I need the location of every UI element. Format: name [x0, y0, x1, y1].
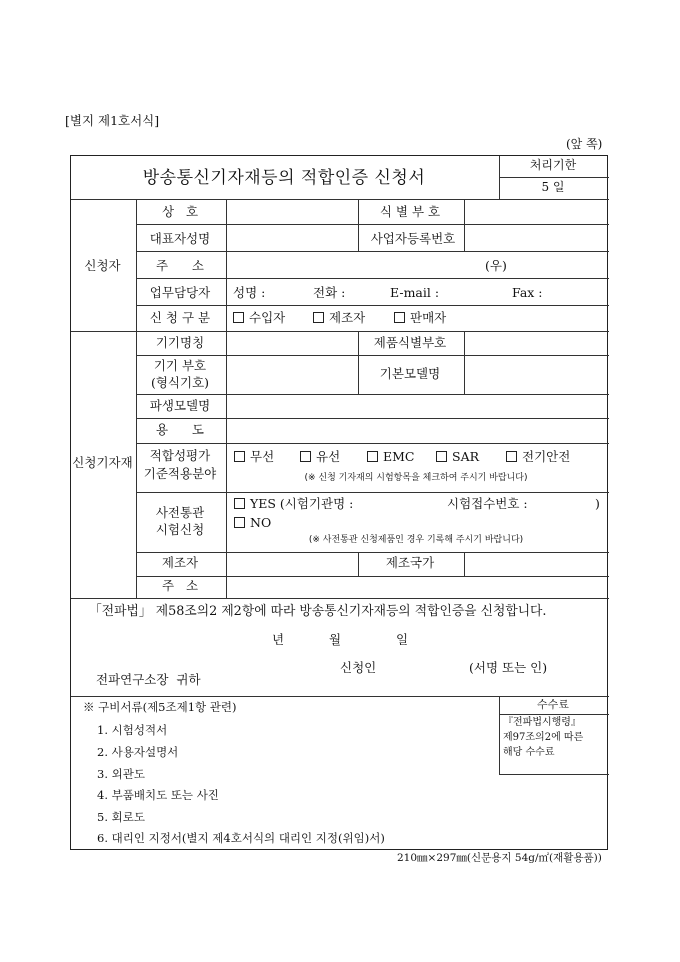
fee-line3: 해당 수수료 — [503, 747, 555, 758]
equipment-section-label: 신청기자재 — [72, 455, 133, 470]
trade-name-label: 상 호 — [161, 204, 199, 219]
checkbox-icon — [300, 451, 311, 462]
processing-value: 5 일 — [541, 180, 565, 194]
contact-name-label: 성명 : — [233, 285, 266, 300]
fee-line1: 『전파법시행령』 — [503, 717, 581, 728]
document-item: 5. 회로도 — [97, 810, 145, 824]
business-reg-field[interactable] — [465, 226, 605, 250]
document-item: 3. 외관도 — [97, 767, 145, 781]
basic-model-label: 기본모델명 — [379, 366, 441, 381]
pretest-option-yes[interactable]: YES (시험기관명 : — [234, 496, 353, 511]
date-day-label: 일 — [396, 632, 409, 647]
contact-email-label: E-mail : — [390, 285, 440, 300]
checkbox-icon — [233, 312, 244, 323]
postal-code-label: (우) — [485, 258, 507, 273]
type-option-seller[interactable]: 판매자 — [394, 310, 446, 325]
type-option-importer[interactable]: 수입자 — [233, 310, 285, 325]
model-no-label: 기기 부호 — [153, 358, 207, 373]
representative-field[interactable] — [228, 226, 354, 250]
checkbox-icon — [234, 498, 245, 509]
id-number-label: 식 별 부 호 — [379, 204, 441, 219]
pretest-label-line2: 시험신청 — [155, 522, 205, 537]
manufacturer-field[interactable] — [228, 552, 354, 574]
derived-model-field[interactable] — [228, 395, 604, 417]
mfr-address-field[interactable] — [228, 576, 604, 596]
signer-label: 신청인 — [340, 660, 377, 675]
checkbox-icon — [394, 312, 405, 323]
fee-label: 수수료 — [537, 698, 569, 711]
documents-header: ※ 구비서류(제5조제1항 관련) — [83, 700, 237, 714]
declaration-text: 「전파법」 제58조의2 제2항에 따라 방송통신기자재등의 적합인증을 신청합니다. — [89, 604, 547, 619]
form-title: 방송통신기자재등의 적합인증 신청서 — [142, 168, 426, 188]
checkbox-icon — [313, 312, 324, 323]
paper-spec-note: 210㎜×297㎜(신문용지 54g/㎡(재활용품)) — [397, 852, 602, 864]
checkbox-icon — [506, 451, 517, 462]
document-item: 2. 사용자설명서 — [97, 745, 179, 759]
document-item: 4. 부품배치도 또는 사진 — [97, 788, 219, 802]
pretest-label-line1: 사전통관 — [155, 505, 205, 520]
address-label: 주 소 — [156, 258, 204, 273]
contact-phone-label: 전화 : — [313, 285, 346, 300]
close-paren: ) — [595, 496, 600, 511]
fee-line2: 제97조의2에 따른 — [503, 732, 584, 743]
processing-label: 처리기한 — [529, 158, 577, 172]
derived-model-label: 파생모델명 — [149, 398, 211, 413]
pretest-option-no[interactable]: NO — [234, 515, 271, 530]
checkbox-icon — [234, 517, 245, 528]
type-option-manufacturer[interactable]: 제조자 — [313, 310, 365, 325]
applicant-section-label: 신청자 — [84, 258, 121, 273]
signature-field[interactable] — [385, 656, 465, 678]
standards-label-line1: 적합성평가 — [149, 448, 211, 463]
standard-option-wireless[interactable]: 무선 — [234, 449, 274, 464]
contact-fax-label: Fax : — [512, 285, 543, 300]
pretest-note: (※ 사전통관 신청제품인 경우 기록해 주시기 바랍니다) — [308, 535, 524, 545]
basic-model-field[interactable] — [465, 356, 605, 392]
country-field[interactable] — [465, 552, 605, 574]
recipient-label: 전파연구소장 귀하 — [96, 672, 201, 687]
date-year-label: 년 — [272, 632, 285, 647]
usage-field[interactable] — [228, 419, 604, 441]
checkbox-icon — [234, 451, 245, 462]
business-reg-label: 사업자등록번호 — [370, 231, 456, 246]
id-number-field[interactable] — [465, 200, 605, 224]
address-field[interactable] — [228, 253, 478, 277]
usage-label: 용 도 — [156, 422, 204, 437]
device-name-field[interactable] — [228, 332, 354, 354]
standard-option-emc[interactable]: EMC — [367, 449, 415, 464]
product-id-field[interactable] — [465, 332, 605, 354]
standards-label-line2: 기준적용분야 — [143, 466, 217, 481]
receipt-no-label: 시험접수번호 : — [447, 496, 528, 511]
date-month-label: 월 — [329, 632, 342, 647]
product-id-label: 제품식별부호 — [373, 335, 447, 350]
country-label: 제조국가 — [385, 555, 435, 570]
model-no-field[interactable] — [228, 356, 354, 392]
standards-note: (※ 신청 기자재의 시험항목을 체크하여 주시기 바랍니다) — [304, 473, 528, 483]
mfr-address-label: 주 소 — [161, 578, 199, 593]
applicant-type-label: 신 청 구 분 — [149, 310, 211, 325]
standard-option-sar[interactable]: SAR — [436, 449, 479, 464]
standard-option-electrical-safety[interactable]: 전기안전 — [506, 449, 570, 464]
device-name-label: 기기명칭 — [155, 335, 205, 350]
checkbox-icon — [436, 451, 447, 462]
standard-option-wired[interactable]: 유선 — [300, 449, 340, 464]
model-type-label: (형식기호) — [150, 375, 210, 390]
page-side-label: (앞 쪽) — [566, 137, 603, 151]
manufacturer-label: 제조자 — [161, 555, 199, 570]
document-item: 6. 대리인 지정서(별지 제4호서식의 대리인 지정(위임)서) — [97, 831, 385, 845]
signature-hint: (서명 또는 인) — [469, 660, 548, 675]
document-item: 1. 시험성적서 — [97, 723, 168, 737]
contact-person-label: 업무담당자 — [149, 285, 211, 300]
checkbox-icon — [367, 451, 378, 462]
trade-name-field[interactable] — [228, 200, 354, 224]
form-reference: [별지 제1호서식] — [65, 113, 160, 128]
representative-label: 대표자성명 — [149, 231, 211, 246]
